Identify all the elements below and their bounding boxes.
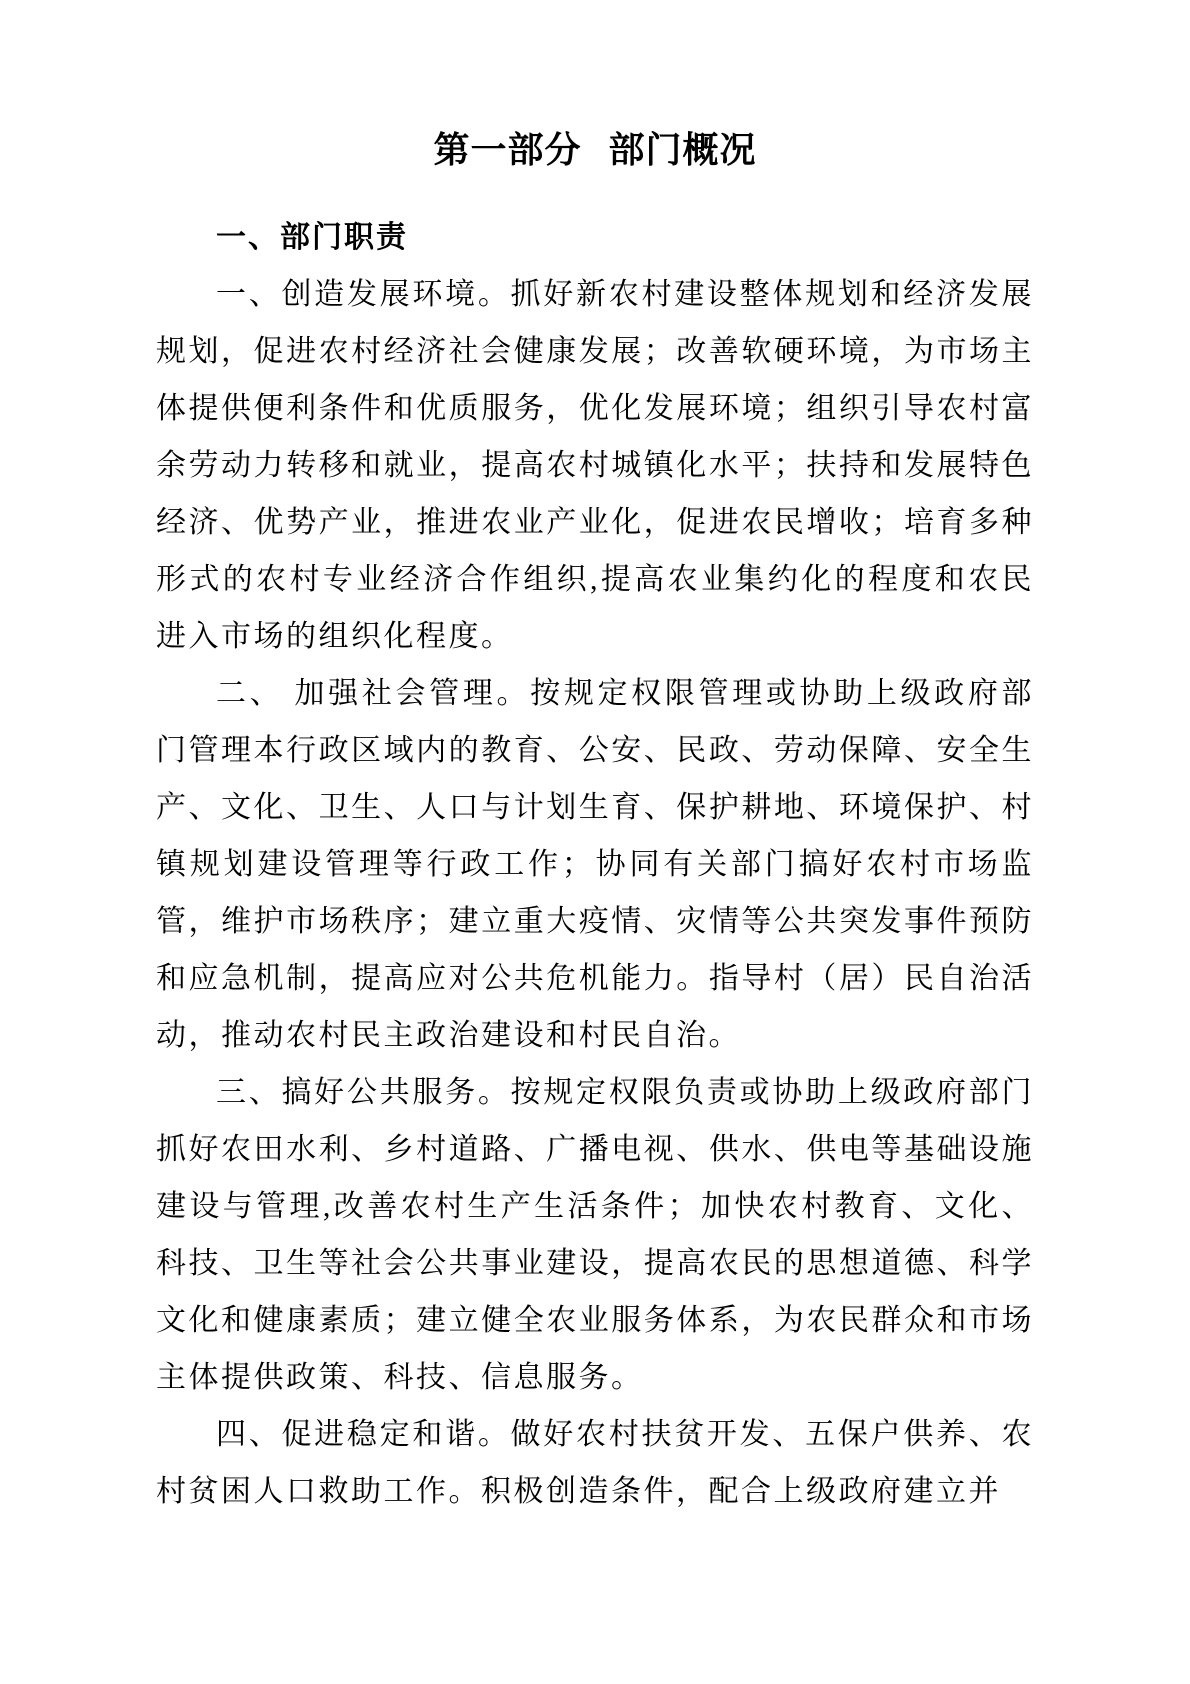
section-heading: 一、部门职责 bbox=[216, 221, 408, 254]
body-paragraph: 四、促进稳定和谐。做好农村扶贫开发、五保户供养、农村贫困人口救助工作。积极创造条件，配合上级政府建立并 bbox=[156, 1418, 1034, 1508]
body-paragraph: 一、创造发展环境。抓好新农村建设整体规划和经济发展规划，促进农村经济社会健康发展；改善软硬环境，为市场主体提供便利条件和优质服务，优化发展环境；组织引导农村富余劳动力转移和就业，提高农村城镇化水平；扶持和发展特色经济、优势产业，推进农业产业化，促进农民增收；培育多种形式的农村专业经济合作组织,提高农业集约化的程度和农民进入市场的组织化程度。 bbox=[156, 278, 1034, 653]
body-paragraph: 二、 加强社会管理。按规定权限管理或协助上级政府部门管理本行政区域内的教育、公安、民政、劳动保障、安全生产、文化、卫生、人口与计划生育、保护耕地、环境保护、村镇规划建设管理等行政工作；协同有关部门搞好农村市场监管，维护市场秩序；建立重大疫情、灾情等公共突发事件预防和应急机制，提高应对公共危机能力。指导村（居）民自治活动，推动农村民主政治建设和村民自治。 bbox=[156, 677, 1034, 1052]
document-title: 第一部分 部门概况 bbox=[433, 129, 757, 170]
document-body bbox=[156, 266, 1034, 1520]
body-paragraph: 三、搞好公共服务。按规定权限负责或协助上级政府部门抓好农田水利、乡村道路、广播电视、供水、供电等基础设施建设与管理,改善农村生产生活条件；加快农村教育、文化、科技、卫生等社会公共事业建设，提高农民的思想道德、科学文化和健康素质；建立健全农业服务体系，为农民群众和市场主体提供政策、科技、信息服务。 bbox=[156, 1076, 1034, 1394]
